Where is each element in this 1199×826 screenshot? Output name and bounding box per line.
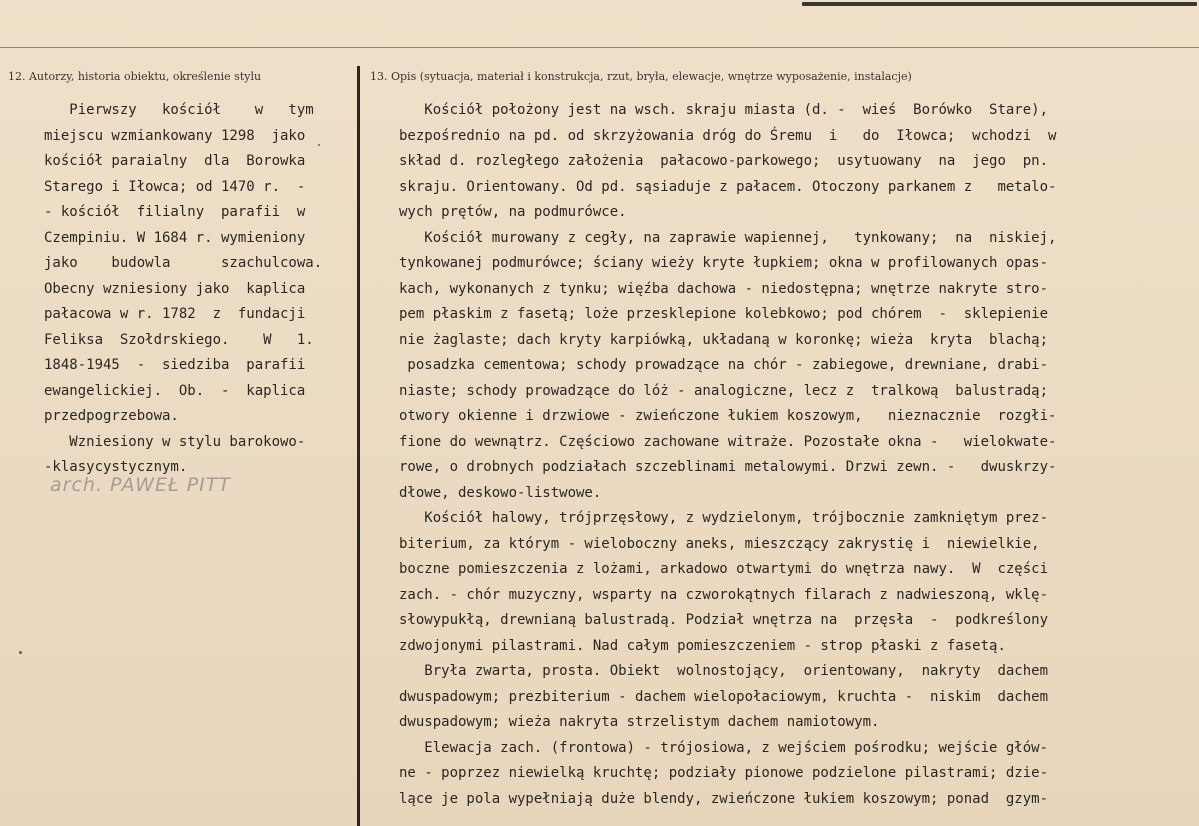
text-line: dwuspadowym; prezbiterium - dachem wielopołaciowym, kruchta - niskim dachem bbox=[399, 688, 1049, 705]
text-line: Wzniesiony w stylu barokowo- bbox=[44, 433, 306, 450]
text-line: Bryła zwarta, prosta. Obiekt wolnostojący, orientowany, nakryty dachem bbox=[399, 663, 1049, 679]
text-line: ne - poprzez niewielką kruchtę; podziały pionowe podzielone pilastrami; dzie- bbox=[399, 765, 1049, 781]
text-line: rowe, o drobnych podziałach szczeblinami metalowymi. Drzwi zewn. - dwuskrzy- bbox=[399, 459, 1057, 475]
text-line: Pierwszy kościół w tym bbox=[44, 102, 314, 118]
text-line: nie żaglaste; dach kryty karpiówką, układaną w koronkę; wieża kryta blachą; bbox=[399, 331, 1049, 348]
top-edge-strip bbox=[802, 2, 1197, 6]
text-line: słowypukłą, drewnianą balustradą. Podział wnętrza na przęsła - podkreślony bbox=[399, 612, 1049, 628]
text-line: Kościół halowy, trójprzęsłowy, z wydzielonym, trójbocznie zamkniętym prez- bbox=[399, 510, 1049, 526]
text-line: wych prętów, na podmurówce. bbox=[399, 204, 627, 220]
text-line: Kościół murowany z cegły, na zaprawie wapiennej, tynkowany; na niskiej, bbox=[399, 229, 1057, 246]
section-13-text bbox=[399, 98, 1159, 812]
text-line: biterium, za którym - wieloboczny aneks, mieszczący zakrystię i niewielkie, bbox=[399, 535, 1040, 552]
text-line: jako budowla szachulcowa. bbox=[44, 255, 323, 271]
section-13-header: 13. Opis (sytuacja, materiał i konstrukcja, rzut, bryła, elewacje, wnętrze wyposażenie, instalacje) bbox=[370, 70, 912, 83]
text-line: - kościół filialny parafii w bbox=[44, 204, 306, 220]
text-line: Starego i Iłowca; od 1470 r. - bbox=[44, 178, 306, 195]
text-line: pem płaskim z fasetą; loże przesklepione kolebkowo; pod chórem - sklepienie bbox=[399, 306, 1049, 322]
text-line: zdwojonymi pilastrami. Nad całym pomieszczeniem - strop płaski z fasetą. bbox=[399, 637, 1006, 654]
text-line: kach, wykonanych z tynku; więźba dachowa - niedostępna; wnętrze nakryte stro- bbox=[399, 280, 1049, 297]
text-line: skład d. rozległego założenia pałacowo-parkowego; usytuowany na jego pn. bbox=[399, 153, 1049, 169]
text-line: tynkowanej podmurówce; ściany wieży kryte łupkiem; okna w profilowanych opas- bbox=[399, 255, 1049, 271]
top-rule bbox=[0, 47, 1199, 48]
text-line: Feliksa Szołdrskiego. W 1. bbox=[44, 331, 314, 348]
text-line: Elewacja zach. (frontowa) - trójosiowa, z wejściem pośrodku; wejście głów- bbox=[399, 739, 1049, 756]
text-line: ewangelickiej. Ob. - kaplica bbox=[44, 382, 306, 399]
text-line: -klasycystycznym. bbox=[44, 459, 188, 475]
section-12-header: 12. Autorzy, historia obiektu, określenie stylu bbox=[8, 70, 262, 83]
text-line: pałacowa w r. 1782 z fundacji bbox=[44, 306, 306, 322]
text-line: fione do wewnątrz. Częściowo zachowane witraże. Pozostałe okna - wielokwate- bbox=[399, 433, 1057, 450]
text-line: 1848-1945 - siedziba parafii bbox=[44, 357, 306, 373]
text-line: posadzka cementowa; schody prowadzące na chór - zabiegowe, drewniane, drabi- bbox=[399, 357, 1049, 373]
text-line: skraju. Orientowany. Od pd. sąsiaduje z pałacem. Otoczony parkanem z metalo- bbox=[399, 178, 1057, 195]
text-line: przedpogrzebowa. bbox=[44, 408, 179, 424]
section-12-text bbox=[44, 98, 356, 481]
text-line: Czempiniu. W 1684 r. wymieniony bbox=[44, 229, 306, 246]
paper-speck bbox=[19, 651, 22, 654]
author-signature: arch. PAWEŁ PITT bbox=[50, 474, 231, 496]
column-divider bbox=[357, 66, 360, 826]
text-line: miejscu wzmiankowany 1298 jako bbox=[44, 127, 306, 144]
text-line: kościół paraialny dla Borowka bbox=[44, 153, 306, 169]
text-line: Obecny wzniesiony jako kaplica bbox=[44, 280, 306, 297]
text-line: niaste; schody prowadzące do lóż - analogiczne, lecz z tralkową balustradą; bbox=[399, 382, 1049, 399]
text-line: Kościół położony jest na wsch. skraju miasta (d. - wieś Borówko Stare), bbox=[399, 102, 1049, 118]
text-line: dłowe, deskowo-listwowe. bbox=[399, 484, 602, 501]
text-line: otwory okienne i drzwiowe - zwieńczone łukiem koszowym, nieznacznie rozgłi- bbox=[399, 408, 1057, 424]
text-line: boczne pomieszczenia z lożami, arkadowo otwartymi do wnętrza nawy. W części bbox=[399, 561, 1049, 577]
text-line: zach. - chór muzyczny, wsparty na czworokątnych filarach z nadwieszoną, wklę- bbox=[399, 586, 1049, 603]
text-line: lące je pola wypełniają duże blendy, zwieńczone łukiem koszowym; ponad gzym- bbox=[399, 790, 1049, 807]
text-line: bezpośrednio na pd. od skrzyżowania dróg do Śremu i do Iłowca; wchodzi w bbox=[399, 127, 1057, 144]
text-line: dwuspadowym; wieża nakryta strzelistym dachem namiotowym. bbox=[399, 714, 880, 730]
